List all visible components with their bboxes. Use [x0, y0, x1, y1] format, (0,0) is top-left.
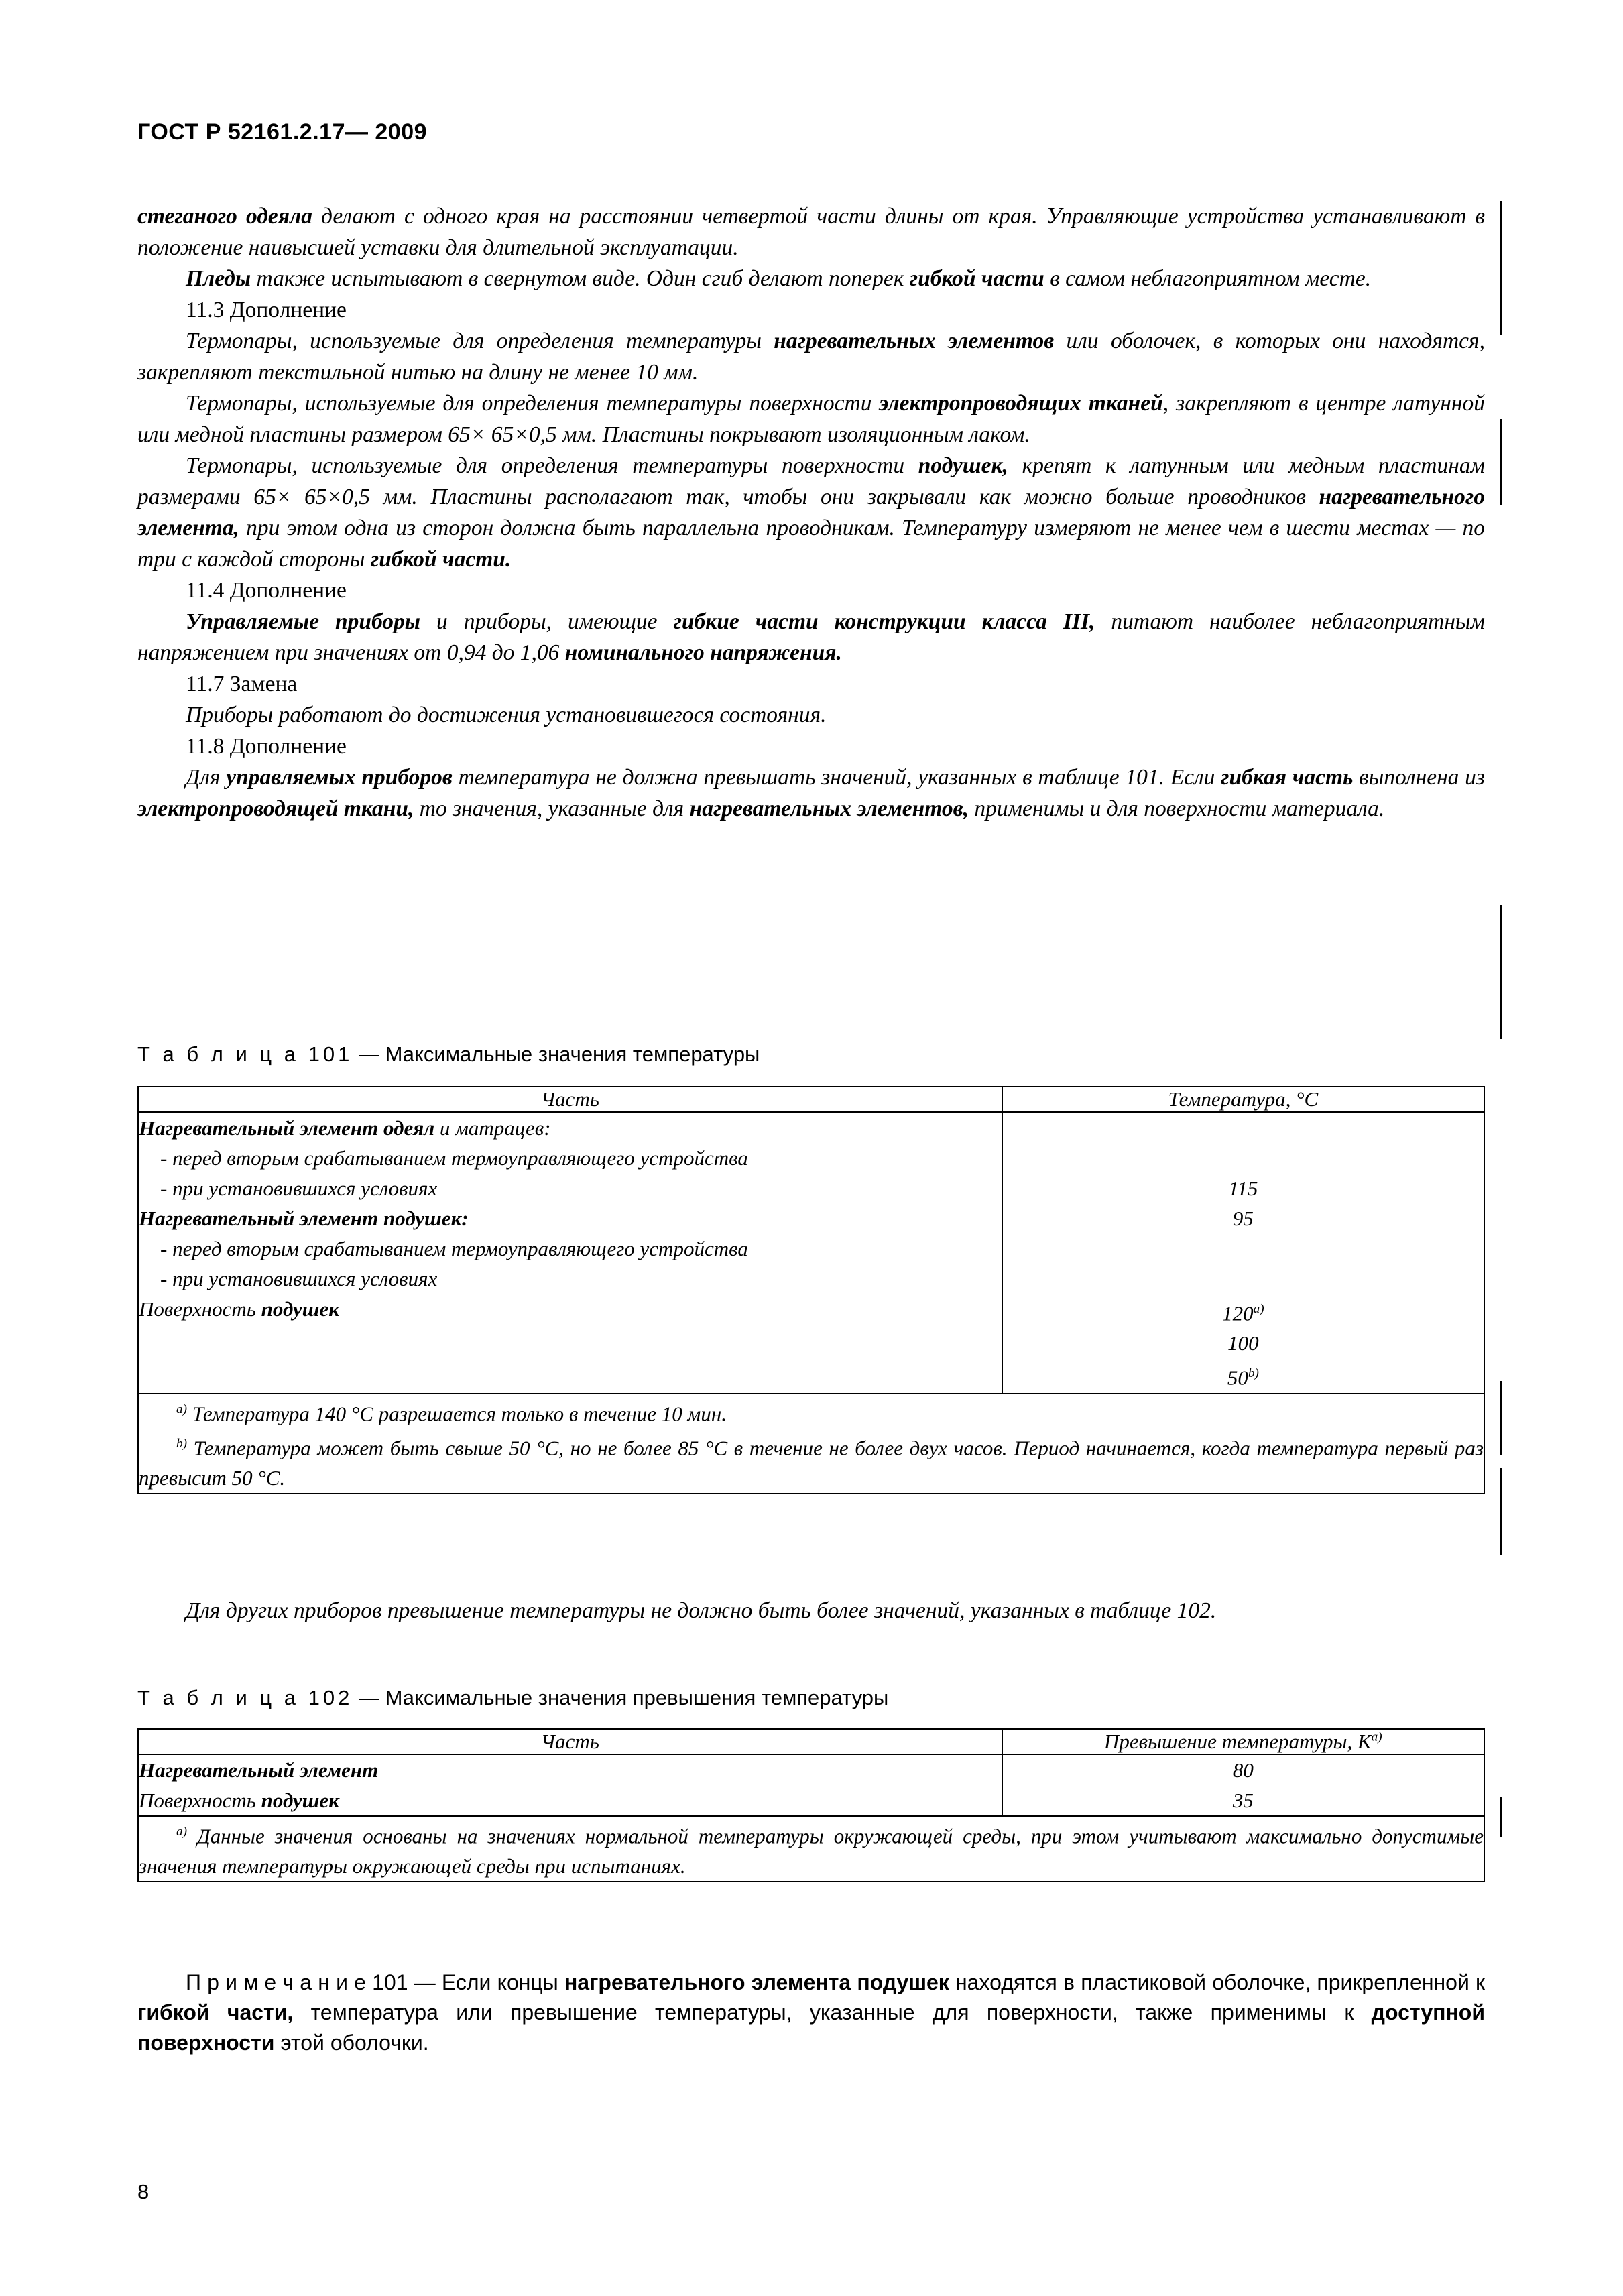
paragraph-11-8-text: Для управляемых приборов температура не должна превышать значений, указанных в таблице 101. Если гибкая часть выполнена из электропроводящей ткани, то значения, указанные для нагревательных элементов, применимы и для поверхности материала.: [137, 765, 1486, 821]
table-102-header-row: [138, 1729, 1484, 1754]
table-101-col-temp: Температура, °С: [1002, 1087, 1484, 1112]
heading-11-7: 11.7 Замена: [186, 671, 298, 697]
page-number: 8: [137, 2180, 149, 2203]
change-bar-2: [1500, 419, 1502, 505]
table-102-col-part: Часть: [138, 1729, 1002, 1754]
table-101-caption: Т а б л и ц а 101 — Максимальные значения температуры: [137, 1042, 760, 1066]
paragraph-plaids: Пледы также испытывают в свернутом виде. Один сгиб делают поперек гибкой части в самом неблагоприятном месте.: [186, 266, 1372, 291]
table-102-value-cell: 80 35: [1002, 1754, 1484, 1816]
paragraph-other-appliances: Для других приборов превышение температуры не должно быть более значений, указанных в таблице 102.: [186, 1598, 1217, 1623]
table-102-caption: Т а б л и ц а 102 — Максимальные значения превышения температуры: [137, 1686, 889, 1709]
table-102-part-cell: Нагревательный элемент Поверхность подушек: [138, 1754, 1002, 1816]
heading-11-4: 11.4 Дополнение: [186, 578, 347, 603]
table-102-footnotes-row: [138, 1816, 1484, 1882]
change-bar-4: [1500, 1381, 1502, 1455]
table-101-footnotes: $^{а)}$ Температура 140 °С разрешается только в течение 10 мин. $^{b)}$ Температура может быть свыше 50 °С, но не более 85 °С в течение не более двух часов. Период начинается, когда температура первый раз превысит 50 °С.: [138, 1394, 1484, 1494]
heading-11-8: 11.8 Дополнение: [186, 733, 347, 759]
paragraph-steady-state: Приборы работают до достижения установившегося состояния.: [186, 703, 827, 727]
table-102-col-rise: Превышение температуры, $К^{а)}$: [1002, 1729, 1484, 1754]
table-101-footnotes-row: [138, 1394, 1484, 1494]
paragraph-quilt: стеганого одеяла делают с одного края на расстоянии четвертой части длины от края. Управляющие устройства устанавливают в положение наивысшей уставки для длительной эксплуатации.: [137, 204, 1485, 260]
table-101-value-cell: 115 95 $120^{а)}$ 100 50$^{b)}$: [1002, 1112, 1484, 1394]
heading-11-3: 11.3 Дополнение: [186, 297, 347, 322]
table-101: [137, 1086, 1485, 1494]
table-101-header-row: [138, 1087, 1484, 1112]
page-header: ГОСТ Р 52161.2.17— 2009: [137, 119, 428, 145]
paragraph-controlled-appliances: Управляемые приборы и приборы, имеющие гибкие части конструкции класса III, питают наиболее неблагоприятным напряжением при значениях от 0,94 до 1,06 номинального напряжения.: [137, 609, 1486, 665]
change-bar-5: [1500, 1468, 1502, 1555]
paragraph-thermocouples-3: Термопары, используемые для определения температуры поверхности подушек, крепят к латунным или медным пластинам размерами 65× 65×0,5 мм. Пластины располагают так, чтобы они закрывали как можно больше проводников нагревательного элемента, при этом одна из сторон должна быть параллельна проводникам. Температуру измеряют не менее чем в шести местах — по три с каждой стороны гибкой части.: [137, 453, 1485, 572]
change-bar-1: [1500, 201, 1502, 335]
table-102-footnotes: $^{а)}$ Данные значения основаны на значениях нормальной температуры окружающей среды, при этом учитывают максимально допустимые значения температуры окружающей среды при испытаниях.: [138, 1816, 1484, 1882]
table-row: [138, 1112, 1484, 1394]
note-101: П р и м е ч а н и е 101 — Если концы нагревательного элемента подушек находятся в пластиковой оболочке, прикрепленной к гибкой части, температура или превышение температуры, указанные для поверхности, также применимы к доступной поверхности этой оболочки.: [137, 1970, 1486, 2055]
table-102: [137, 1728, 1485, 1882]
table-101-col-part: Часть: [138, 1087, 1002, 1112]
table-row: [138, 1754, 1484, 1816]
table-101-part-cell: Нагревательный элемент одеял и матрацев: - перед вторым срабатыванием термоуправляющего устройства - при установившихся условиях Нагревательный элемент подушек: - перед вторым срабатыванием термоуправляющего устройства - при установившихся условиях Поверхность подушек: [138, 1112, 1002, 1394]
paragraph-thermocouples-1: Термопары, используемые для определения температуры нагревательных элементов или оболочек, в которых они находятся, закрепляют текстильной нитью на длину не менее 10 мм.: [137, 328, 1485, 385]
change-bar-3: [1500, 905, 1502, 1039]
paragraph-thermocouples-2: Термопары, используемые для определения температуры поверхности электропроводящих тканей, закрепляют в центре латунной или медной пластины размером 65× 65×0,5 мм. Пластины покрывают изоляционным лаком.: [137, 391, 1486, 447]
main-text-block: [137, 201, 1485, 825]
change-bar-6: [1500, 1797, 1502, 1837]
